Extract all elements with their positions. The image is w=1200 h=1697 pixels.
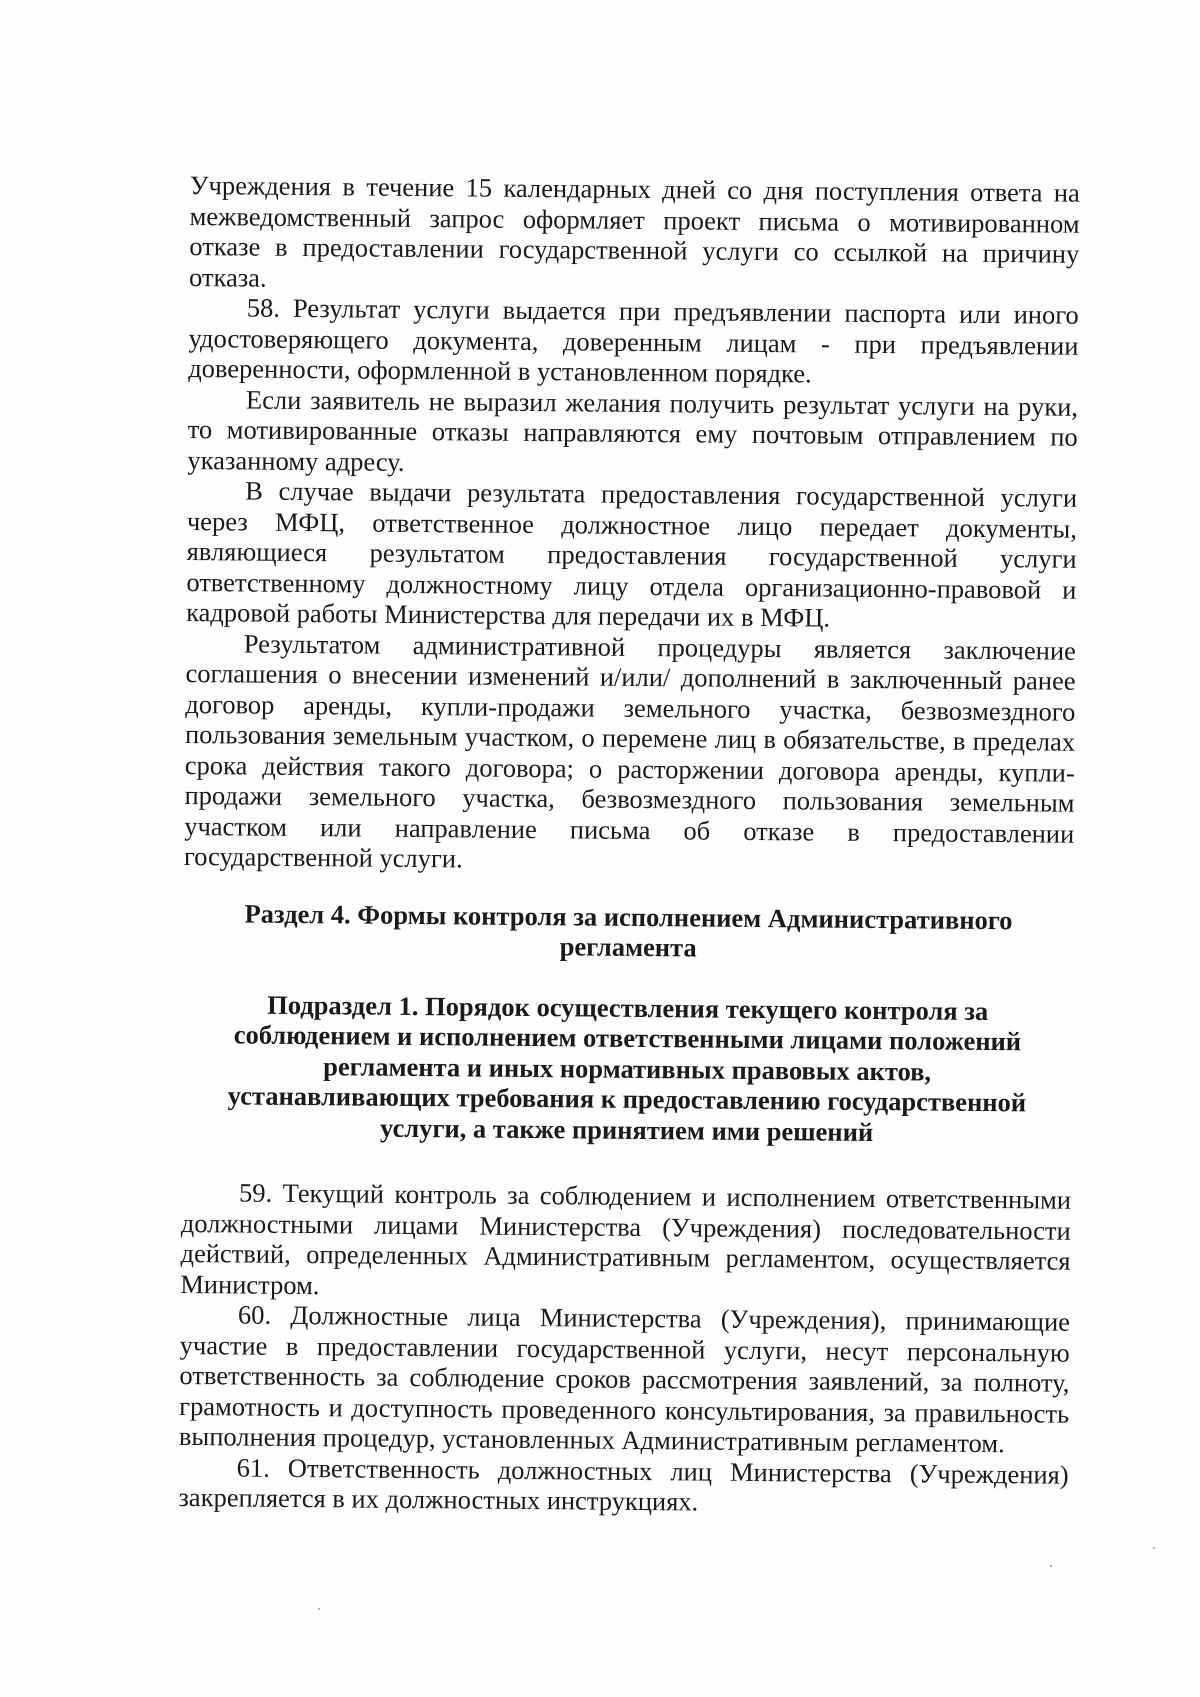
paragraph-continuation: Учреждения в течение 15 календарных дней со дня поступления ответа на межведомственный запрос оформляет проект письма о мотивированном отказе в предоставлении государственной услуги со ссылкой на причину отказа. [188,170,1080,293]
scan-speck [1153,1547,1155,1549]
paragraph-procedure-result: Результатом административной процедуры является заключение соглашения о внесении изменений и/или/ дополнений в заключенный ранее договор аренды, купли-продажи земельного участка, безвозмездного пользования земельным участком, о перемене лиц в обязательстве, в пределах срока действия такого договора; о расторжении договора аренды, купли-продажи земельного участка, безвозмездного пользования земельным участком или направление письма об отказе в предоставлении государственной услуги. [183,627,1076,874]
paragraph-61: 61. Ответственность должностных лиц Министерства (Учреждения) закрепляется в их должностных инструкциях. [178,1451,1069,1517]
section-heading: Раздел 4. Формы контроля за исполнением Административного регламента [244,898,1013,963]
paragraph-refusal-by-mail: Если заявитель не выразил желания получить результат услуги на руки, то мотивированные отказы направляются ему почтовым отправлением по указанному адресу. [187,383,1079,477]
scan-speck [1050,1565,1052,1567]
paragraph-58: 58. Результат услуги выдается при предъявлении паспорта или иного удостоверяющего документа, доверенным лицам - при предъявлении доверенности, оформленной в установленном порядке. [188,292,1079,389]
scan-speck [318,1608,320,1610]
subsection-heading: Подраздел 1. Порядок осуществления текущего контроля за соблюдением и исполнением ответственными лицами положений регламента и иных нормативных правовых актов, устанавливающих требования к предоставлению государственной услуги, а также принятием ими решений [227,989,1027,1147]
paragraph-59: 59. Текущий контроль за соблюдением и исполнением ответственными должностными лицами Министерства (Учреждения) последовательности действий, определенных Административным регламентом, осуществляется Министром. [180,1177,1072,1300]
paragraph-mfc-delivery: В случае выдачи результата предоставления государственной услуги через МФЦ, ответственное должностное лицо передает документы, являющиеся результатом предоставления государственной услуги ответственному должностному лицу отдела организационно-правовой и кадровой работы Министерства для передачи их в МФЦ. [186,475,1078,633]
document-body [178,170,1080,1520]
paragraph-60: 60. Должностные лица Министерства (Учреждения), принимающие участие в предоставлении государственной услуги, несут персональную ответственность за соблюдение сроков рассмотрения заявлений, за полноту, грамотность и доступность проведенного консультирования, за правильность выполнения процедур, установленных Административным регламентом. [178,1299,1071,1459]
